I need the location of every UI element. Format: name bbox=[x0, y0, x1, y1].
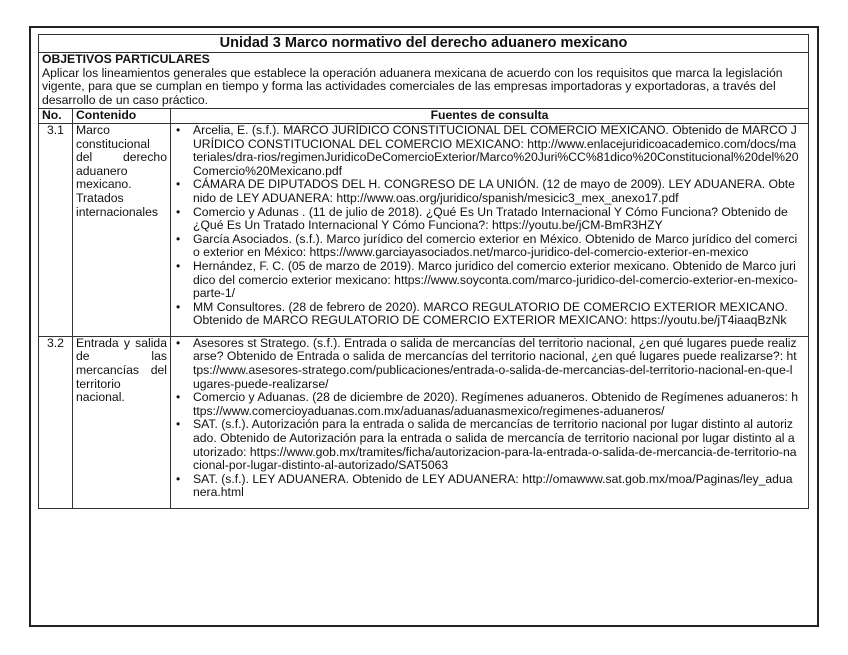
row-content: Marco constitucional del derecho aduanero mexicano. Tratados internacionales bbox=[73, 123, 171, 336]
column-header-fuentes: Fuentes de consulta bbox=[171, 109, 809, 124]
reference-item: • Comercio y Adunas . (11 de julio de 2018). ¿Qué Es Un Tratado Internacional Y Cómo Funciona? Obtenido de ¿Qué Es Un Tratado Internacional Y Cómo Funciona?: https://youtu.be/jCM-BmR3HZY bbox=[174, 206, 799, 233]
reference-item: • SAT. (s.f.). LEY ADUANERA. Obtenido de LEY ADUANERA: http://omawww.sat.gob.mx/moa/Paginas/ley_aduanera.html bbox=[174, 473, 799, 500]
objectives-heading: OBJETIVOS PARTICULARES bbox=[42, 52, 210, 66]
reference-item: • SAT. (s.f.). Autorización para la entrada o salida de mercancías de territorio nacional por lugar distinto al autorizado. Obtenido de Autorización para la entrada o salida de mercancía de territorio nacional por lugar distinto al autorizado: https://www.gob.mx/tramites/ficha/autorizacion-para-la-entrada-o-salida-de-mercancia-de-territorio-nacional-por-lugar-distinto-al-autorizado/SAT5063 bbox=[174, 418, 799, 472]
table-row bbox=[39, 336, 809, 508]
reference-item: • MM Consultores. (28 de febrero de 2020). MARCO REGULATORIO DE COMERCIO EXTERIOR MEXICANO. Obtenido de MARCO REGULATORIO DE COMERCIO EXTERIOR MEXICANO: https://youtu.be/jT4iaaqBzNk bbox=[174, 301, 799, 328]
row-content: Entrada y salida de las mercancías del territorio nacional. bbox=[73, 336, 171, 508]
column-header-contenido: Contenido bbox=[73, 109, 171, 124]
unit-table bbox=[38, 34, 809, 509]
reference-item: • Arcelia, E. (s.f.). MARCO JURÍDICO CONSTITUCIONAL DEL COMERCIO MEXICANO. Obtenido de MARCO JURÍDICO CONSTITUCIONAL DEL COMERCIO MEXICANO: http://www.enlacejuridicoacademico.com/docs/materiales/dra-rios/regimenJuridicoDeComercioExterior/Marco%20Juri%CC%81dico%20Constitucional%20del%20Comercio%20Mexicano.pdf bbox=[174, 124, 799, 178]
reference-item: • García Asociados. (s.f.). Marco jurídico del comercio exterior en México. Obtenido de Marco jurídico del comercio exterior en México: https://www.garciayasociados.net/marco-juridico-del-comercio-exterior-en-mexico bbox=[174, 233, 799, 260]
references-cell bbox=[171, 123, 809, 336]
objectives-text: Aplicar los lineamientos generales que establece la operación aduanera mexicana de acuerdo con los requisitos que marca la legislación vigente, para que se cumplan en tiempo y forma las actividades comerciales de las empresas importadoras y exportadoras, a través del desarrollo de un caso práctico. bbox=[42, 65, 783, 107]
reference-item: • Comercio y Aduanas. (28 de diciembre de 2020). Regímenes aduaneros. Obtenido de Regímenes aduaneros: https://www.comercioyaduanas.com.mx/aduanas/aduanasmexico/regimenes-aduaneros/ bbox=[174, 391, 799, 418]
table-row bbox=[39, 123, 809, 336]
row-number: 3.2 bbox=[39, 336, 73, 508]
column-header-no: No. bbox=[39, 109, 73, 124]
reference-item: • Hernández, F. C. (05 de marzo de 2019). Marco juridico del comercio exterior mexicano. Obtenido de Marco juridico del comercio exterior mexicano: https://www.soyconta.com/marco-juridico-del-comercio-exterior-en-mexico-parte-1/ bbox=[174, 260, 799, 301]
reference-list bbox=[174, 337, 805, 508]
reference-item: • CÁMARA DE DIPUTADOS DEL H. CONGRESO DE LA UNIÓN. (12 de mayo de 2009). LEY ADUANERA. Obtenido de LEY ADUANERA: http://www.oas.org/juridico/spanish/mesicic3_mex_anexo17.pdf bbox=[174, 178, 799, 205]
unit-title: Unidad 3 Marco normativo del derecho aduanero mexicano bbox=[39, 35, 809, 53]
objectives-cell bbox=[39, 53, 809, 109]
reference-list bbox=[174, 124, 805, 336]
row-number: 3.1 bbox=[39, 123, 73, 336]
references-cell bbox=[171, 336, 809, 508]
reference-item: • Asesores st Stratego. (s.f.). Entrada o salida de mercancías del territorio nacional, ¿en qué lugares puede realizarse? Obtenido de Entrada o salida de mercancías del territorio nacional, ¿en qué lugares puede realizarse?: https://www.asesores-stratego.com/publicaciones/entrada-o-salida-de-mercancias-del-territorio-nacional-en-que-lugares-puede-realizarse/ bbox=[174, 337, 799, 391]
table-header-row bbox=[39, 109, 809, 124]
